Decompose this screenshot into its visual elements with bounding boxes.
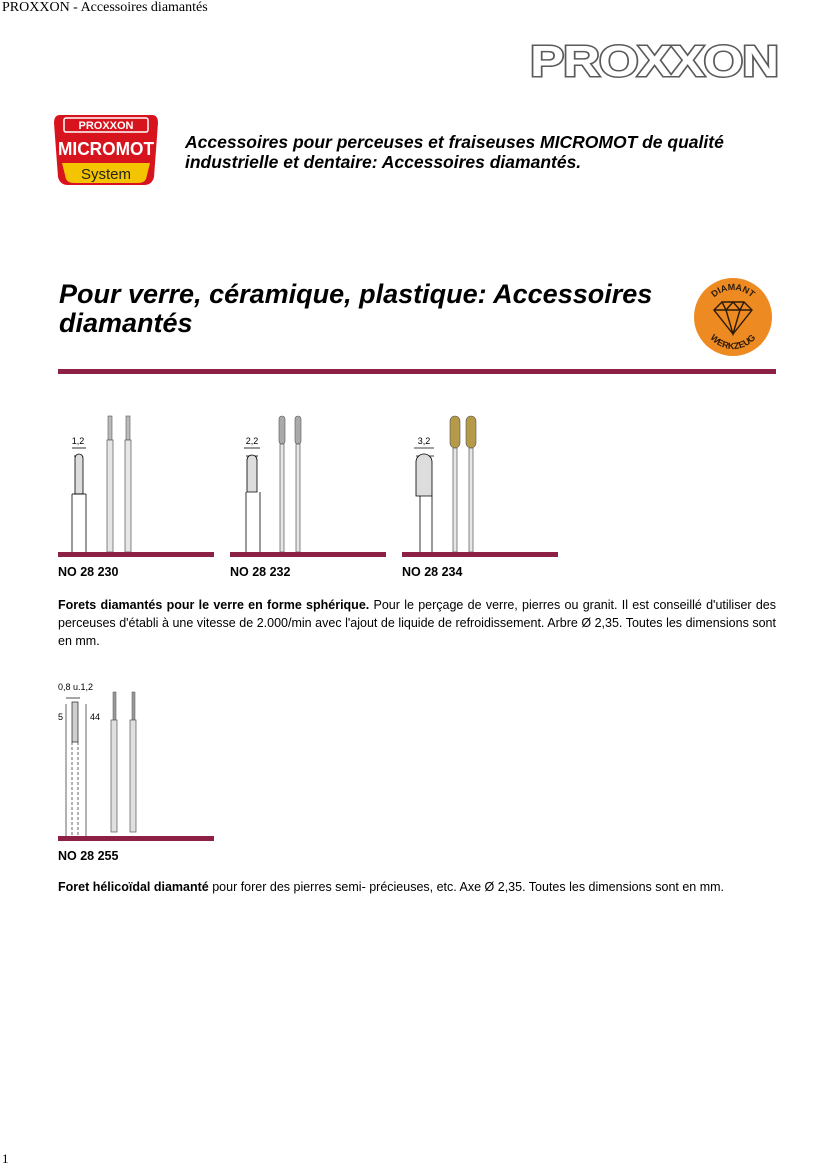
product-underline xyxy=(230,552,386,557)
product-28255 xyxy=(58,680,214,863)
product-underline xyxy=(58,836,214,841)
product-28230 xyxy=(58,410,214,579)
micromot-badge-top: PROXXON xyxy=(78,120,134,132)
diamant-werkzeug-badge xyxy=(692,276,774,358)
product-code: NO 28 230 xyxy=(58,565,119,579)
description-bold: Forets diamantés pour le verre en forme sphérique. xyxy=(58,598,370,612)
product-28232 xyxy=(230,410,386,579)
page-header: PROXXON - Accessoires diamantés xyxy=(2,0,208,15)
dimension-label-tip: 5 xyxy=(58,712,64,722)
product-underline xyxy=(58,552,214,557)
dimension-label-length: 44 xyxy=(90,712,101,722)
dimension-label: 3,2 xyxy=(417,436,431,446)
micromot-system-badge xyxy=(52,113,160,187)
product-28234 xyxy=(402,410,558,579)
dimension-label: 2,2 xyxy=(245,436,259,446)
dimension-label-top: 0,8 u.1,2 xyxy=(58,682,94,692)
product-code: NO 28 234 xyxy=(402,565,463,579)
proxxon-logo-text: PROXXON xyxy=(530,38,778,82)
proxxon-logo xyxy=(528,38,780,82)
description-text: Pour le perçage de verre, pierres ou granit. Il est conseillé d'utiliser des perceuses d'établi à une vitesse de 2.000/min avec l'ajout de liquide de refroidissement. Arbre Ø 2,35. Toutes les dimensions sont en mm. xyxy=(58,598,776,648)
diamant-badge-top: DIAMANT xyxy=(709,281,757,300)
micromot-badge-middle: MICROMOT xyxy=(58,139,155,159)
micromot-badge-bottom: System xyxy=(80,166,132,183)
diamant-badge-bottom: WERKZEUG xyxy=(708,332,758,352)
intro-heading: Accessoires pour perceuses et fraiseuses MICROMOT de qualité industrielle et dentaire: Accessoires diamantés. xyxy=(185,132,724,172)
description-helical-drill xyxy=(58,878,776,896)
description-bold: Foret hélicoïdal diamanté xyxy=(58,880,209,894)
page-number: 1 xyxy=(2,1151,9,1166)
description-spherical-drills xyxy=(58,596,776,650)
product-code: NO 28 255 xyxy=(58,849,119,863)
section-title: Pour verre, céramique, plastique: Accessoires diamantés xyxy=(59,279,653,338)
drill-bit-drawing xyxy=(402,410,558,552)
dimension-label: 1,2 xyxy=(71,436,85,446)
helical-drill-drawing xyxy=(58,680,214,836)
product-underline xyxy=(402,552,558,557)
product-code: NO 28 232 xyxy=(230,565,291,579)
drill-bit-drawing xyxy=(58,410,214,552)
section-divider xyxy=(58,369,776,374)
drill-bit-drawing xyxy=(230,410,386,552)
description-text: pour forer des pierres semi- précieuses, etc. Axe Ø 2,35. Toutes les dimensions sont en mm. xyxy=(208,880,725,894)
